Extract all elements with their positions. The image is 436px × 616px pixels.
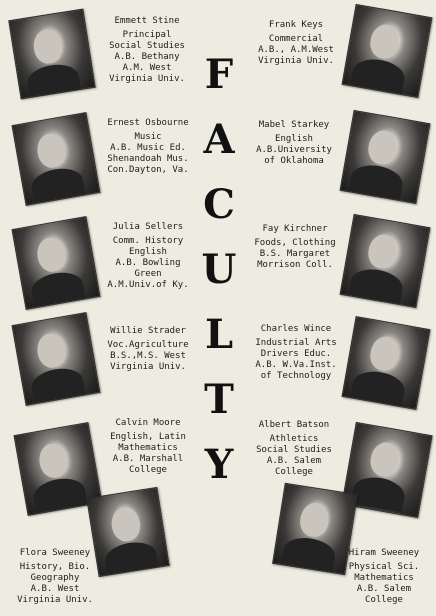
faculty-detail: of Technology (260, 371, 332, 381)
faculty-detail: Drivers Educ. (260, 349, 332, 359)
faculty-name: Albert Batson (258, 420, 330, 430)
photo-charles-wince (341, 316, 430, 410)
faculty-fay-kirchner (248, 224, 342, 271)
faculty-detail: English (275, 134, 313, 144)
faculty-detail: Virginia Univ. (110, 362, 186, 372)
faculty-name: Charles Wince (260, 324, 332, 334)
faculty-calvin-moore (100, 418, 196, 476)
photo-willie-strader (11, 312, 100, 406)
photo-fay-kirchner (339, 214, 430, 308)
faculty-mabel-starkey (248, 120, 340, 167)
faculty-name: Mabel Starkey (258, 120, 330, 130)
faculty-detail: A.M.Univ.of Ky. (107, 280, 189, 290)
faculty-name: Willie Strader (110, 326, 186, 336)
faculty-detail: A.B. Bowling (115, 258, 181, 268)
faculty-detail: A.B. Music Ed. (110, 143, 186, 153)
faculty-name: Fay Kirchner (262, 224, 328, 234)
photo-frank-keys (341, 4, 432, 98)
faculty-detail: B.S. Margaret (259, 249, 331, 259)
faculty-detail: College (129, 465, 167, 475)
title-letter: U (201, 246, 237, 293)
faculty-detail: Virginia Univ. (17, 595, 93, 605)
faculty-detail: A.B. Salem (266, 456, 322, 466)
faculty-albert-batson (248, 420, 340, 478)
faculty-willie-strader (100, 326, 196, 373)
photo-ernest-osbourne (11, 112, 100, 206)
faculty-detail: B.S.,M.S. West (110, 351, 186, 361)
faculty-name: Frank Keys (268, 20, 324, 30)
faculty-flora-sweeney (12, 548, 98, 606)
faculty-detail: A.B., A.M.West (258, 45, 334, 55)
faculty-detail: College (365, 595, 403, 605)
faculty-detail: Geography (30, 573, 80, 583)
photo-julia-sellers (11, 216, 100, 310)
faculty-detail: Foods, Clothing (254, 238, 336, 248)
faculty-detail: Morrison Coll. (257, 260, 333, 270)
faculty-detail: Social Studies (256, 445, 332, 455)
faculty-detail: Athletics (269, 434, 319, 444)
title-letter: L (204, 311, 234, 358)
faculty-detail: A.B. W.Va.Inst. (255, 360, 337, 370)
faculty-julia-sellers (100, 222, 196, 291)
faculty-name: Flora Sweeney (19, 548, 91, 558)
faculty-detail: College (275, 467, 313, 477)
faculty-name: Ernest Osbourne (107, 118, 189, 128)
faculty-detail: Social Studies (109, 41, 185, 51)
faculty-detail: Virginia Univ. (258, 56, 334, 66)
faculty-detail: A.B. Bethany (114, 52, 180, 62)
faculty-detail: A.B. West (30, 584, 80, 594)
faculty-emmett-stine (100, 16, 194, 85)
faculty-frank-keys (248, 20, 344, 67)
faculty-name: Julia Sellers (112, 222, 184, 232)
faculty-detail: English, Latin (110, 432, 186, 442)
faculty-detail: English (129, 247, 167, 257)
faculty-detail: Shenandoah Mus. (107, 154, 189, 164)
faculty-detail: Industrial Arts (255, 338, 337, 348)
photo-flora-sweeney (86, 487, 170, 577)
faculty-detail: A.B.University (256, 145, 332, 155)
faculty-detail: Virginia Univ. (109, 74, 185, 84)
faculty-name: Emmett Stine (114, 16, 180, 26)
faculty-detail: Commercial (268, 34, 324, 44)
title-letter: C (203, 181, 235, 228)
faculty-name: Hiram Sweeney (348, 548, 420, 558)
faculty-ernest-osbourne (100, 118, 196, 176)
faculty-title (196, 42, 242, 497)
title-letter: F (204, 51, 234, 98)
faculty-detail: Con.Dayton, Va. (107, 165, 189, 175)
faculty-detail: Music (134, 132, 162, 142)
title-letter: T (204, 376, 234, 423)
faculty-detail: A.B. Salem (356, 584, 412, 594)
faculty-detail: Physical Sci. (348, 562, 420, 572)
faculty-detail: Mathematics (354, 573, 414, 583)
faculty-detail: Mathematics (118, 443, 178, 453)
faculty-detail: of Oklahoma (264, 156, 324, 166)
faculty-detail: History, Bio. (19, 562, 91, 572)
title-letter: A (203, 116, 235, 163)
faculty-detail: Green (134, 269, 162, 279)
faculty-detail: Principal (122, 30, 172, 40)
photo-mabel-starkey (339, 110, 430, 204)
faculty-detail: Comm. History (112, 236, 184, 246)
photo-emmett-stine (8, 9, 96, 100)
faculty-charles-wince (248, 324, 344, 382)
faculty-detail: Voc.Agriculture (107, 340, 189, 350)
faculty-detail: A.B. Marshall (112, 454, 184, 464)
title-letter: Y (204, 441, 234, 488)
faculty-hiram-sweeney (340, 548, 428, 606)
faculty-detail: A.M. West (122, 63, 172, 73)
faculty-name: Calvin Moore (115, 418, 181, 428)
